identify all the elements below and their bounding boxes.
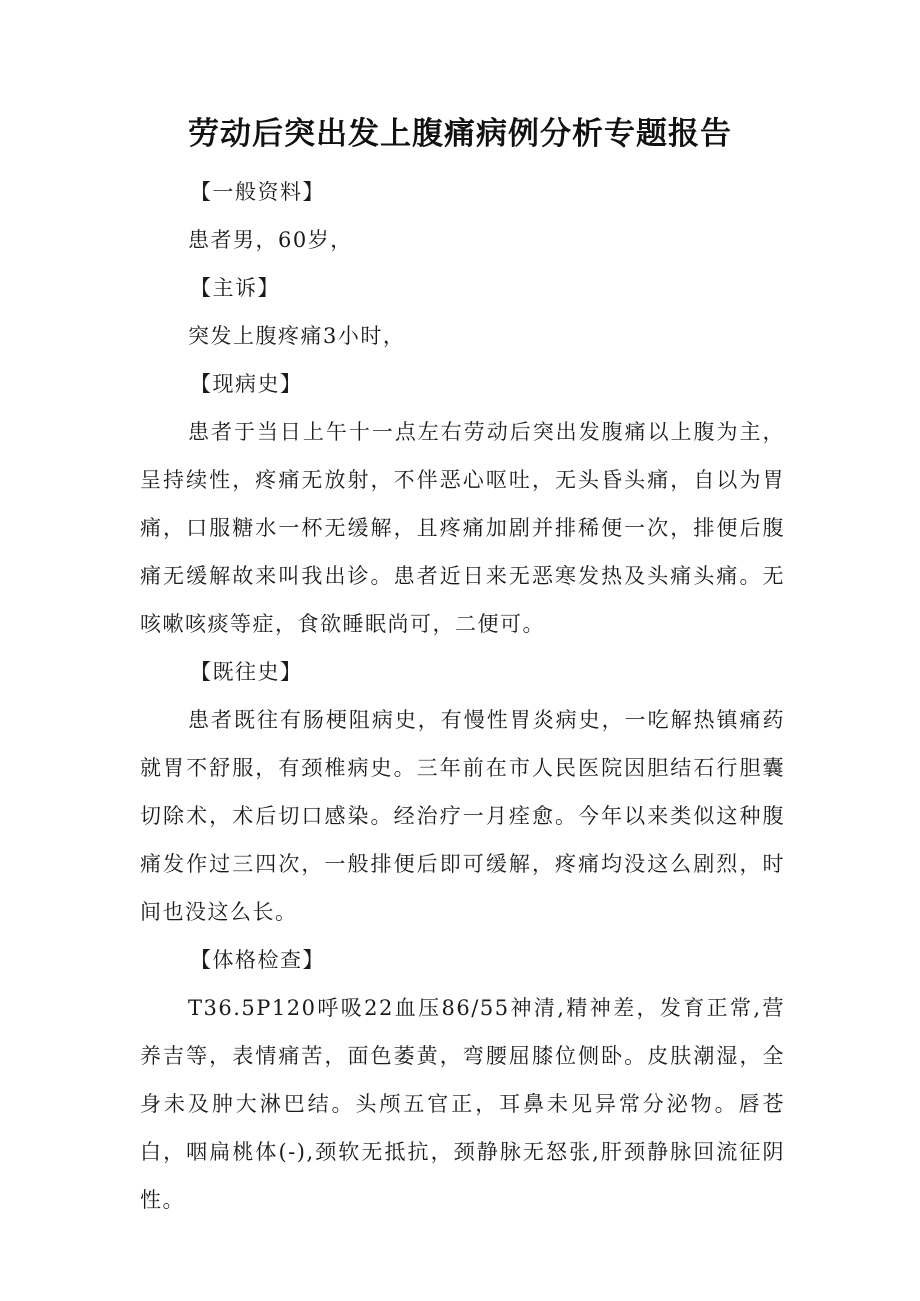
document-body <box>140 168 785 1224</box>
section-heading-past-history: 【既往史】 <box>190 660 303 684</box>
section-heading-physical-exam: 【体格检查】 <box>190 948 325 972</box>
section-heading-general-info: 【一般资料】 <box>190 180 325 204</box>
section-text-present-illness: 患者于当日上午十一点左右劳动后突出发腹痛以上腹为主，呈持续性，疼痛无放射，不伴恶心呕吐，无头昏头痛，自以为胃痛，口服糖水一杯无缓解，且疼痛加剧并排稀便一次，排便后腹痛无缓解故来叫我出诊。患者近日来无恶寒发热及头痛头痛。无咳嗽咳痰等症，食欲睡眠尚可，二便可。 <box>140 420 785 636</box>
document-title: 劳动后突出发上腹痛病例分析专题报告 <box>188 116 732 152</box>
section-text-physical-exam: T36.5P120呼吸22血压86/55神清,精神差，发育正常,营养吉等，表情痛苦，面色萎黄，弯腰屈膝位侧卧。皮肤潮湿，全身未及肿大淋巴结。头颅五官正，耳鼻未见异常分泌物。唇苍白，咽扁桃体(-),颈软无抵抗，颈静脉无怒张,肝颈静脉回流征阴性。 <box>140 996 785 1212</box>
section-text-past-history: 患者既往有肠梗阻病史，有慢性胃炎病史，一吃解热镇痛药就胃不舒服，有颈椎病史。三年前在市人民医院因胆结石行胆囊切除术，术后切口感染。经治疗一月痊愈。今年以来类似这种腹痛发作过三四次，一般排便后即可缓解，疼痛均没这么剧烈，时间也没这么长。 <box>140 708 785 924</box>
section-heading-present-illness: 【现病史】 <box>190 372 303 396</box>
section-text-general-info: 患者男，60岁， <box>188 228 353 252</box>
section-heading-chief-complaint: 【主诉】 <box>190 276 280 300</box>
section-text-chief-complaint: 突发上腹疼痛3小时， <box>188 324 406 348</box>
